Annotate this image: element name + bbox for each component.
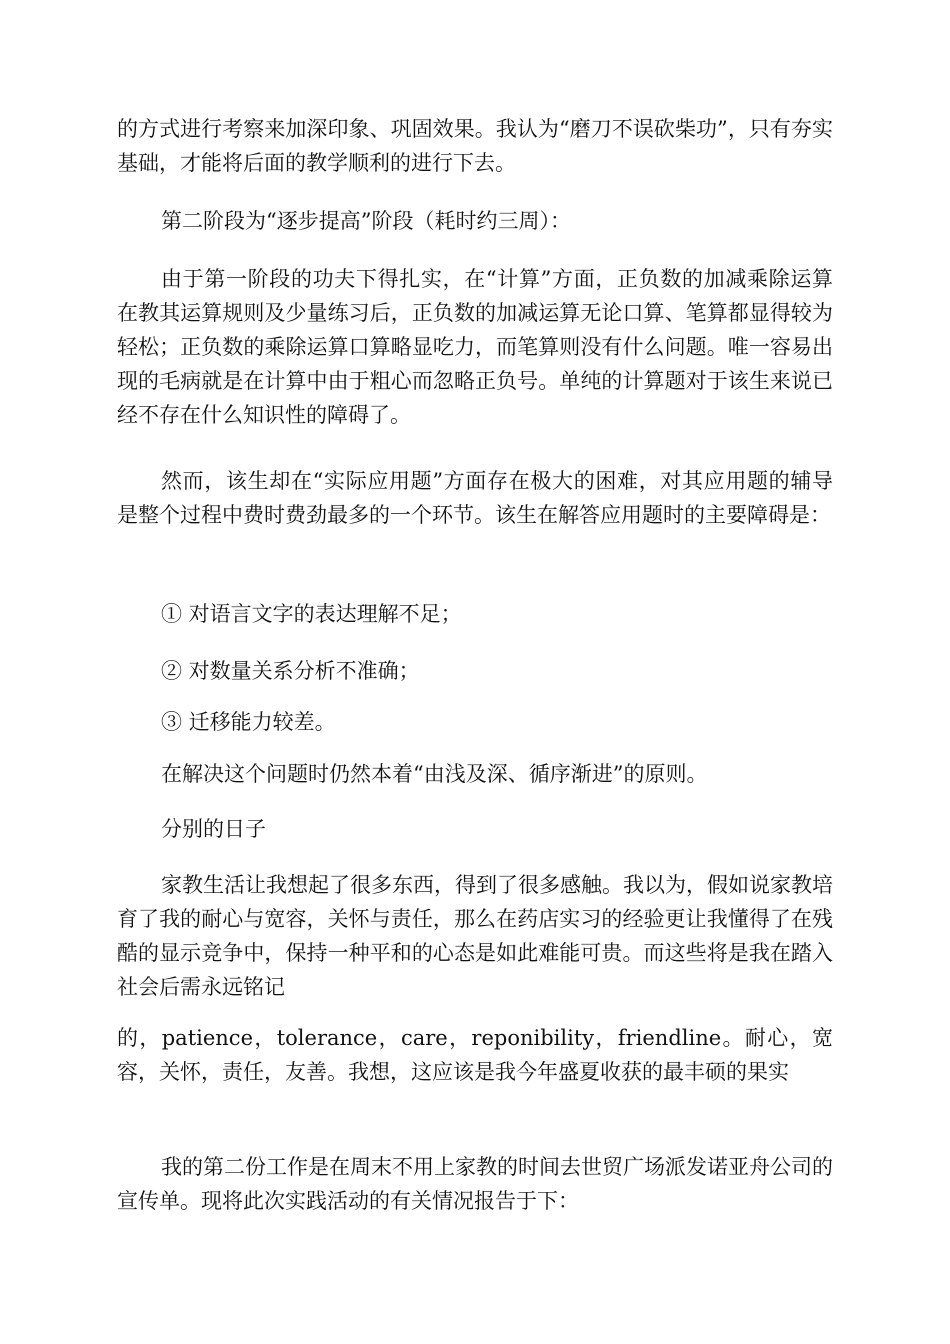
list-item-1: ① 对语言文字的表达理解不足；	[161, 602, 462, 626]
paragraph-4: 然而，该生却在“实际应用题”方面存在极大的困难，对其应用题的辅导是整个过程中费时费劲最多的一个环节。该生在解答应用题时的主要障碍是：	[117, 469, 833, 527]
list-item-2: ② 对数量关系分析不准确；	[161, 659, 420, 683]
paragraph-7: 的，patience，tolerance，care，reponibility，friendline。耐心，宽容，关怀，责任，友善。我想，这应该是我今年盛夏收获的最丰硕的果实	[117, 1026, 833, 1084]
paragraph-8: 我的第二份工作是在周末不用上家教的时间去世贸广场派发诺亚舟公司的宣传单。现将此次实践活动的有关情况报告于下：	[117, 1155, 833, 1213]
paragraph-1: 的方式进行考察来加深印象、巩固效果。我认为“磨刀不误砍柴功”，只有夯实基础，才能将后面的教学顺利的进行下去。	[117, 117, 833, 175]
paragraph-6: 家教生活让我想起了很多东西，得到了很多感触。我以为，假如说家教培育了我的耐心与宽容，关怀与责任，那么在药店实习的经验更让我懂得了在残酷的显示竞争中，保持一种平和的心态是如此难能可贵。而这些将是我在踏入社会后需永远铭记	[117, 873, 833, 999]
list-item-3: ③ 迁移能力较差。	[161, 710, 336, 734]
paragraph-5: 在解决这个问题时仍然本着“由浅及深、循序渐进”的原则。	[161, 762, 708, 786]
paragraph-2: 第二阶段为“逐步提高”阶段（耗时约三周）：	[161, 209, 571, 233]
section-heading: 分别的日子	[161, 817, 266, 841]
paragraph-3: 由于第一阶段的功夫下得扎实，在“计算”方面，正负数的加减乘除运算在教其运算规则及少量练习后，正负数的加减运算无论口算、笔算都显得较为轻松；正负数的乘除运算口算略显吃力，而笔算则没有什么问题。唯一容易出现的毛病就是在计算中由于粗心而忽略正负号。单纯的计算题对于该生来说已经不存在什么知识性的障碍了。	[117, 267, 833, 427]
